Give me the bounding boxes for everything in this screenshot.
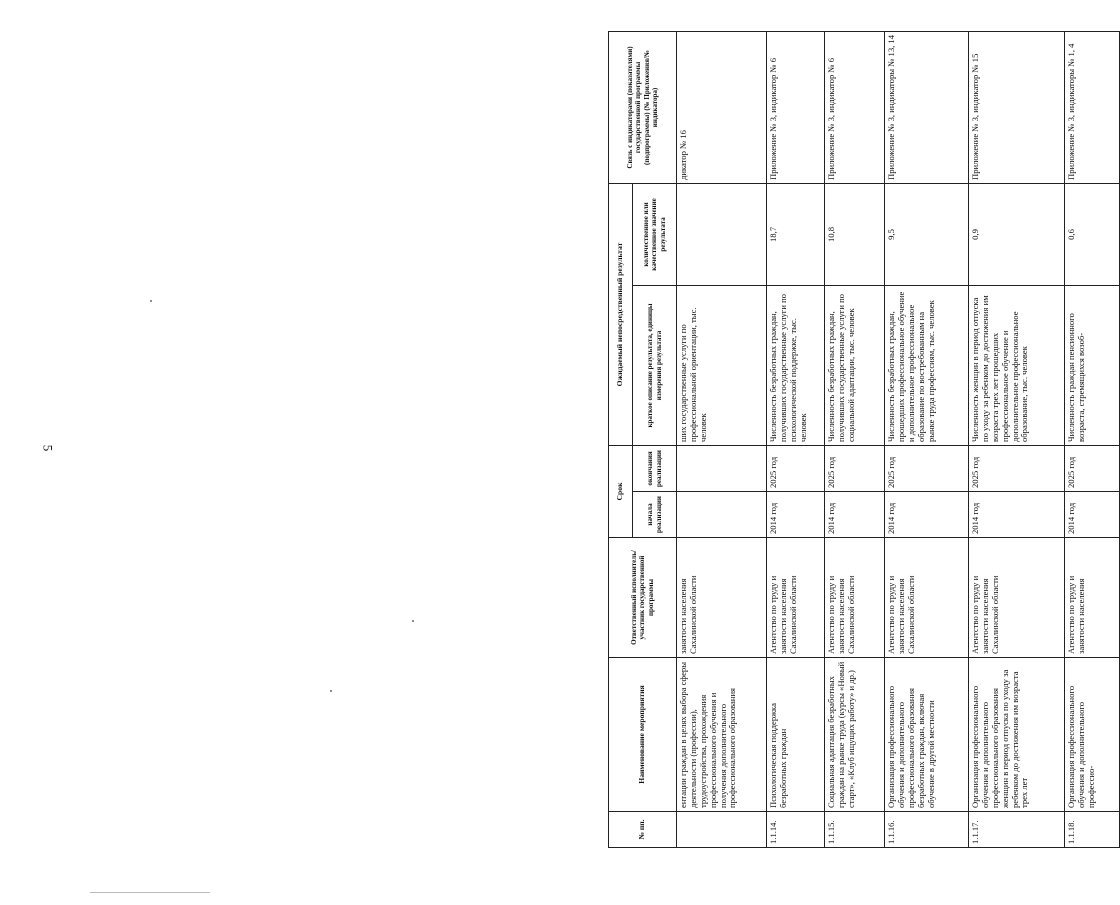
row-desc: ших государственные услуги по профессиональной ориентации, тыс. человек [677,285,767,445]
row-name: Психологическая поддержка безработных граждан [767,658,825,812]
header-result-desc: краткое описание результата, единицы измерения результата [633,285,677,445]
row-start: 2014 год [767,492,825,538]
row-name: Организация профессионального обучения и дополнительного профессионального образования женщин в период отпуска по уходу за ребенком до достижения им возраста трех лет [969,658,1065,812]
row-desc: Численность безработных граждан, получивших государственные услуги по психологической поддержке, тыс. человек [767,285,825,445]
row-start: 2014 год [885,492,969,538]
row-desc: Численность безработных граждан, прошедших профессиональное обучение и дополнительное профессиональное образование по востребованным на рынке труда профессиям, тыс. человек [885,285,969,445]
row-desc: Численность безработных граждан, получивших государственные услуги по социальной адаптации, тыс. человек [825,285,885,445]
row-end: 2025 год [825,445,885,491]
row-no: 1.1.15. [825,812,885,848]
row-start: 2014 год [1065,492,1120,538]
row-link: Приложение № 3, индикаторы № 13, 14 [885,31,969,183]
row-end [677,445,767,491]
row-end: 2025 год [1065,445,1120,491]
row-link: Приложение № 3, индикатор № 6 [767,31,825,183]
row-desc: Численность граждан пенсионного возраста, стремящихся возоб- [1065,285,1120,445]
table-row [677,31,767,847]
measures-table [608,31,1120,848]
table-row [969,31,1065,847]
row-no: 1.1.16. [885,812,969,848]
row-no [677,812,767,848]
row-responsible: Агентство по труду и занятости населения Сахалинской области [825,538,885,658]
row-no: 1.1.17. [969,812,1065,848]
row-responsible: Агентство по труду и занятости населения Сахалинской области [969,538,1065,658]
row-value: 0,9 [969,183,1065,285]
row-name: Организация профессионального обучения и дополнительного профессионального образования безработных граждан, включая обучение в другой местности [885,658,969,812]
row-desc: Численность женщин в период отпуска по уходу за ребенком до достижения им возраста трех лет прошедших профессиональное обучение и дополнительное профессиональное образование, тыс. человек [969,285,1065,445]
row-value [677,183,767,285]
row-value: 10,8 [825,183,885,285]
header-responsible: Ответственный исполнитель/участник государственной программы [609,538,677,658]
header-term: Срок [609,445,633,537]
row-no: 1.1.18. [1065,812,1120,848]
header-result: Ожидаемый непосредственный результат [609,183,633,445]
row-value: 9,5 [885,183,969,285]
row-responsible: Агентство по труду и занятости населения [1065,538,1120,658]
scan-edge-line [90,892,210,893]
scan-speck [150,300,152,302]
row-value: 18,7 [767,183,825,285]
row-responsible: Агентство по труду и занятости населения Сахалинской области [885,538,969,658]
row-start [677,492,767,538]
scan-speck [330,690,332,692]
row-link: Приложение № 3, индикатор № 6 [825,31,885,183]
row-end: 2025 год [969,445,1065,491]
row-start: 2014 год [825,492,885,538]
row-name: Социальная адаптация безработных граждан на рынке труда (курсы «Новый старт», «Клуб ищущих работу» и др.) [825,658,885,812]
row-link: Приложение № 3, индикатор № 15 [969,31,1065,183]
header-name: Наименование мероприятия [609,658,677,812]
row-end: 2025 год [885,445,969,491]
row-end: 2025 год [767,445,825,491]
table-row [767,31,825,847]
header-no: № пп. [609,812,677,848]
row-link: дикатор № 16 [677,31,767,183]
row-no: 1.1.14. [767,812,825,848]
row-value: 0,6 [1065,183,1120,285]
header-result-value: количественное или качественное значение результата [633,183,677,285]
table-row [825,31,885,847]
row-name: ентации граждан в целях выбора сферы деятельности (профессии), трудоустройства, прохождения профессионального обучения и получения дополнительного профессионального образования [677,658,767,812]
header-term-start: начала реализации [633,492,677,538]
rotated-table-sheet [608,32,1120,848]
page-number: 5 [40,444,56,452]
row-responsible: Агентство по труду и занятости населения Сахалинской области [767,538,825,658]
table-row [1065,31,1120,847]
header-link: Связь с индикаторами (показателями) государственной программы (подпрограммы) (№ Приложения/№ индикатора) [609,31,677,183]
row-link: Приложение № 3, индикаторы № 1, 4 [1065,31,1120,183]
header-term-end: окончания реализации [633,445,677,491]
row-name: Организация профессионального обучения и дополнительного профессио- [1065,658,1120,812]
table-row [885,31,969,847]
row-start: 2014 год [969,492,1065,538]
scan-speck [412,620,414,622]
row-responsible: занятости населения Сахалинской области [677,538,767,658]
